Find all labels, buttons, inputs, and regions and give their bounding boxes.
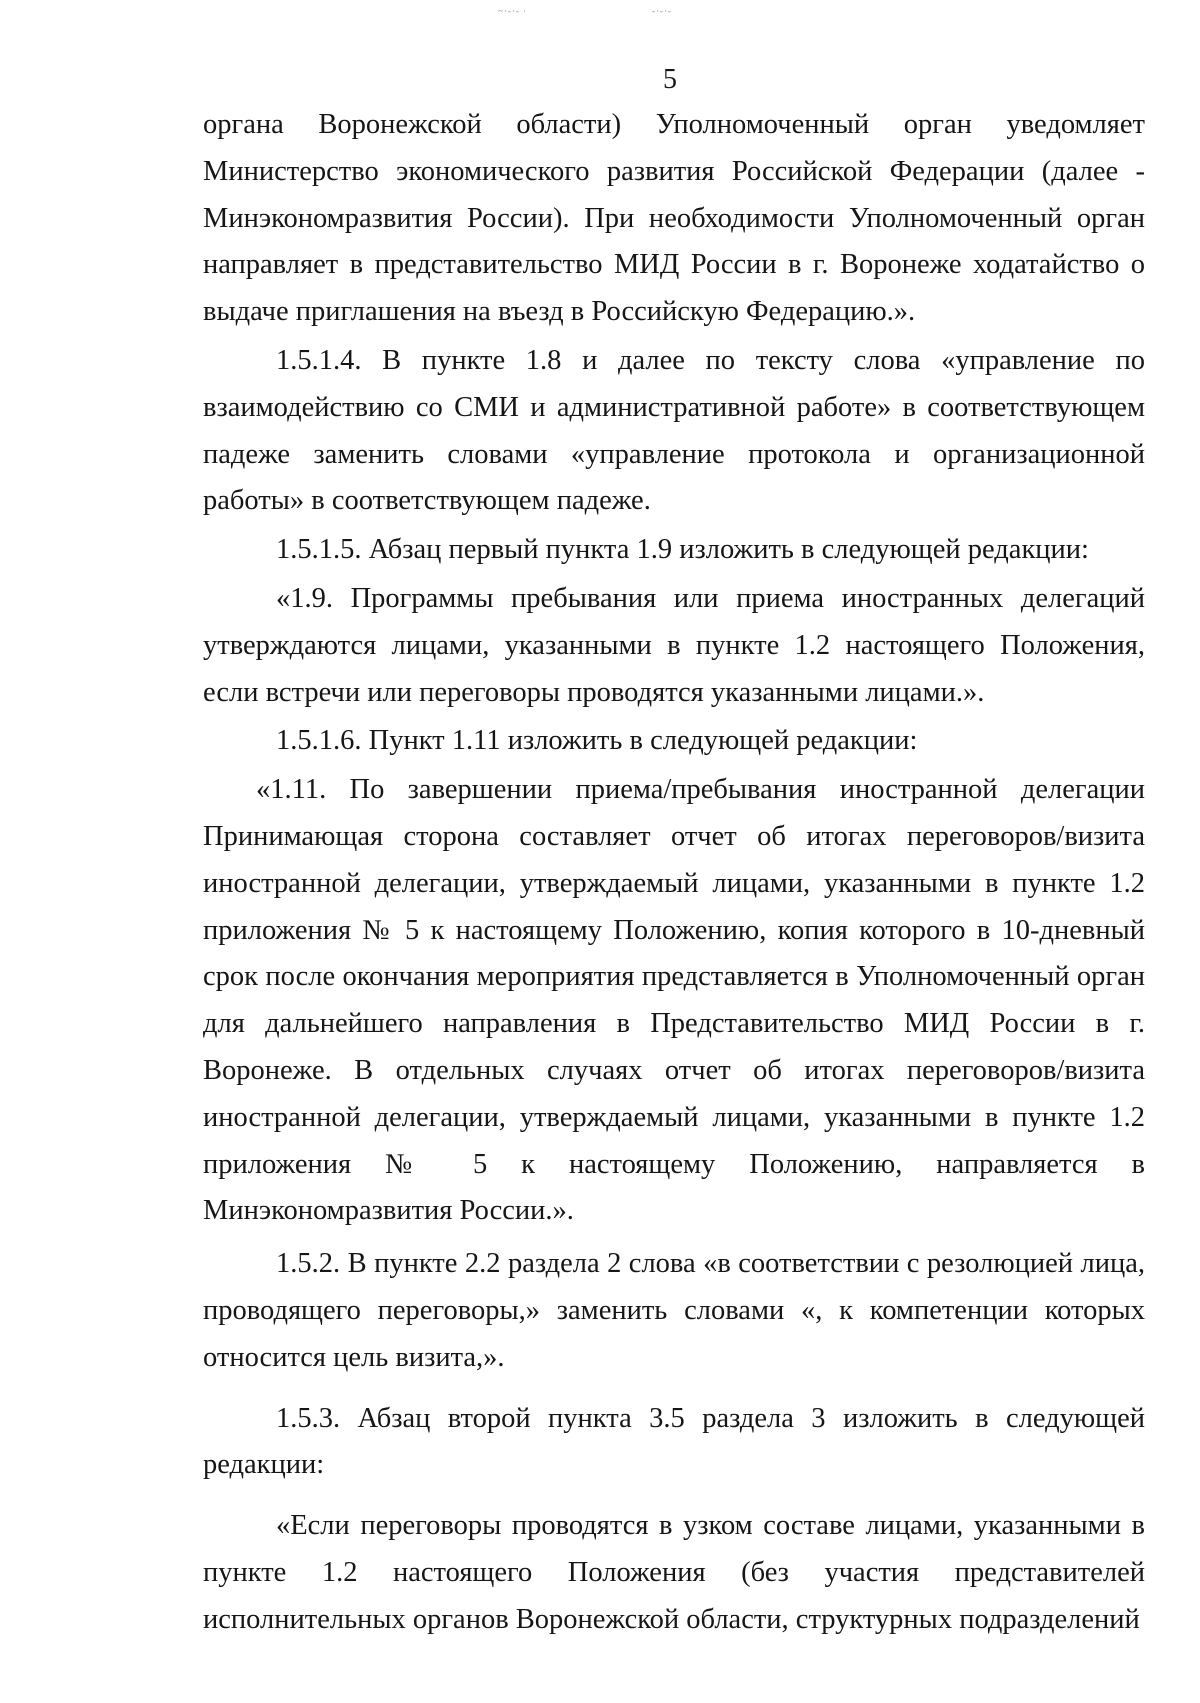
paragraph: органа Воронежской области) Уполномоченный орган уведомляет Министерство экономического развития Российской Федерации (далее - Минэкономразвития России). При необходимости Уполномоченный орган направляет в представительство МИД России в г. Воронеже ходатайство о выдаче приглашения на въезд в Российскую Федерацию.». — [203, 109, 1145, 328]
paragraph: 1.5.2. В пункте 2.2 раздела 2 слова «в соответствии с резолюцией лица, проводящего переговоры,» заменить словами «, к компетенции которых относится цель визита,». — [203, 1248, 1145, 1373]
document-body — [203, 102, 1145, 1644]
paragraph: «1.9. Программы пребывания или приема иностранных делегаций утверждаются лицами, указанными в пункте 1.2 настоящего Положения, если встречи или переговоры проводятся указанными лицами.». — [203, 582, 1145, 708]
paragraph: 1.5.3. Абзац второй пункта 3.5 раздела 3 изложить в следующей редакции: — [203, 1402, 1145, 1481]
paragraph: «1.11. По завершении приема/пребывания иностранной делегации Принимающая сторона составляет отчет об итогах переговоров/визита иностранной делегации, утверждаемый лицами, указанными в пункте 1.2 приложения № 5 к настоящему Положению, копия которого в 10-дневный срок после окончания мероприятия представляется в Уполномоченный орган для дальнейшего направления в Представительство МИД России в г. Воронеже. В отдельных случаях отчет об итогах переговоров/визита иностранной делегации, утверждаемый лицами, указанными в пункте 1.2 приложения № 5 к настоящему Положению, направляется в Минэкономразвития России.». — [203, 774, 1145, 1227]
scan-artifact-mark: -·-·- — [652, 6, 672, 16]
paragraph: 1.5.1.6. Пункт 1.11 изложить в следующей редакции: — [276, 725, 918, 757]
paragraph: 1.5.1.5. Абзац первый пункта 1.9 изложить в следующей редакции: — [276, 534, 1089, 566]
paragraph: 1.5.1.4. В пункте 1.8 и далее по тексту слова «управление по взаимодействию со СМИ и административной работе» в соответствующем падеже заменить словами «управление протокола и организационной работы» в соответствующем падеже. — [203, 344, 1145, 517]
paragraph: «Если переговоры проводятся в узком составе лицами, указанными в пункте 1.2 настоящего Положения (без участия представителей исполнительных органов Воронежской области, структурных подразделений — [203, 1510, 1145, 1635]
page-number: 5 — [663, 64, 677, 95]
scan-artifact-mark: ~·-·- · — [498, 6, 528, 16]
